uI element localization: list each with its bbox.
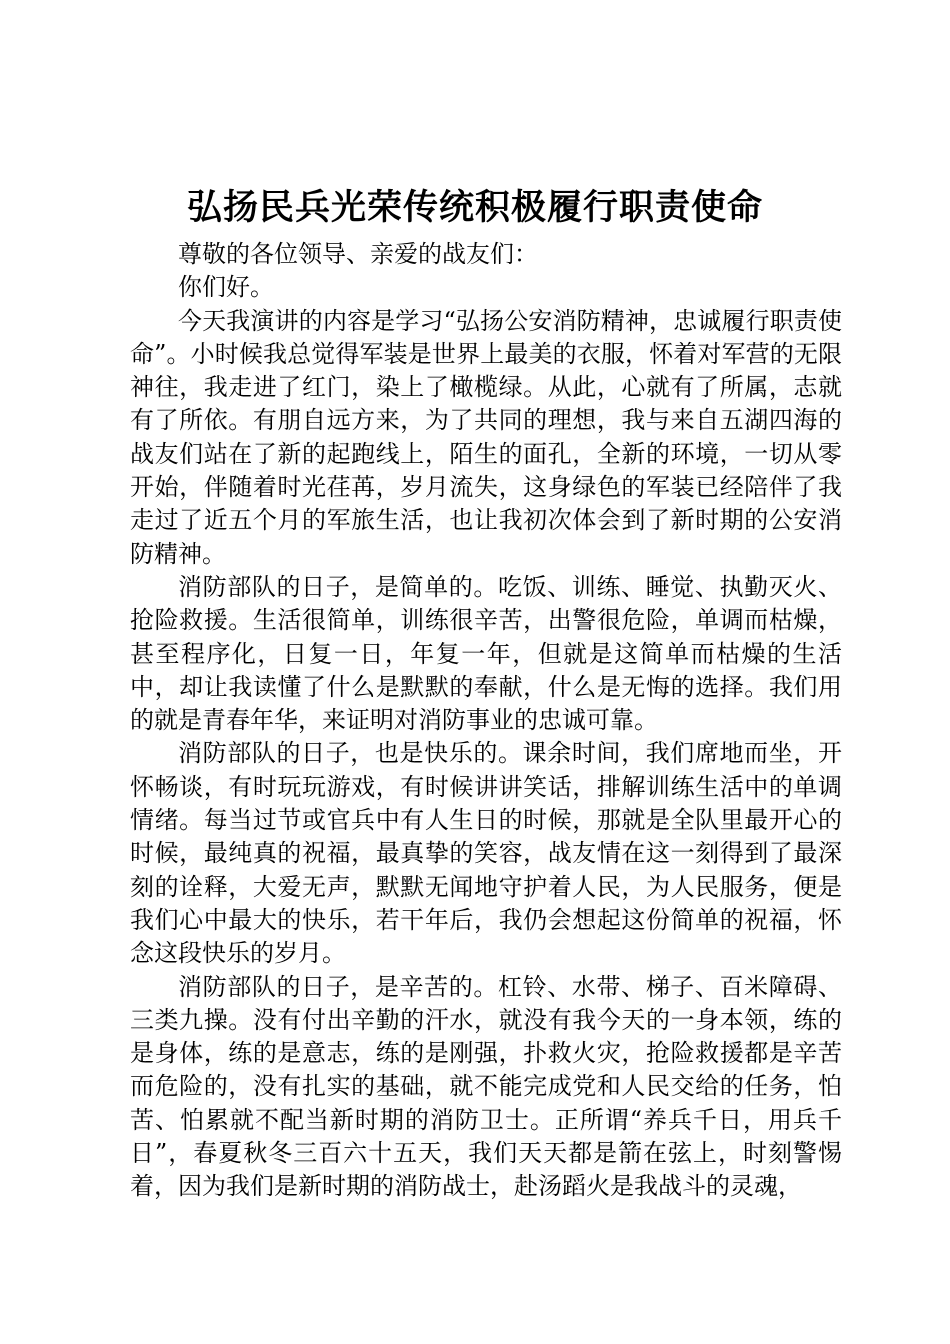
body-paragraph: 今天我演讲的内容是学习“弘扬公安消防精神，忠诚履行职责使命”。小时候我总觉得军装是世界上最美的衣服，怀着对军营的无限神往，我走进了红门，染上了橄榄绿。从此，心就有了所属，志就有了所依。有朋自远方来，为了共同的理想，我与来自五湖四海的战友们站在了新的起跑线上，陌生的面孔，全新的环境，一切从零开始，伴随着时光荏苒，岁月流失，这身绿色的军装已经陪伴了我走过了近五个月的军旅生活，也让我初次体会到了新时期的公安消防精神。 (130, 306, 842, 568)
greeting-paragraph: 你们好。 (178, 273, 274, 302)
document-body (130, 238, 842, 1204)
document-title: 弘扬民兵光荣传统积极履行职责使命 (186, 188, 763, 228)
salutation-paragraph: 尊敬的各位领导、亲爱的战友们： (178, 240, 538, 268)
body-paragraph: 消防部队的日子，也是快乐的。课余时间，我们席地而坐，开怀畅谈，有时玩玩游戏，有时候讲讲笑话，排解训练生活中的单调情绪。每当过节或官兵中有人生日的时候，那就是全队里最开心的时候，最纯真的祝福，最真挚的笑容，战友情在这一刻得到了最深刻的诠释，大爱无声，默默无闻地守护着人民，为人民服务，便是我们心中最大的快乐，若干年后，我仍会想起这份简单的祝福，怀念这段快乐的岁月。 (130, 739, 842, 968)
body-paragraph: 消防部队的日子，是辛苦的。杠铃、水带、梯子、百米障碍、三类九操。没有付出辛勤的汗水，就没有我今天的一身本领，练的是身体，练的是意志，练的是刚强，扑救火灾，抢险救援都是辛苦而危险的，没有扎实的基础，就不能完成党和人民交给的任务，怕苦、怕累就不配当新时期的消防卫士。正所谓“养兵千日，用兵千日”，春夏秋冬三百六十五天，我们天天都是箭在弦上，时刻警惕着，因为我们是新时期的消防战士，赴汤蹈火是我战斗的灵魂， (130, 972, 842, 1201)
body-paragraph: 消防部队的日子，是简单的。吃饭、训练、睡觉、执勤灭火、抢险救援。生活很简单，训练很辛苦，出警很危险，单调而枯燥，甚至程序化，日复一日，年复一年，但就是这简单而枯燥的生活中，却让我读懂了什么是默默的奉献，什么是无悔的选择。我们用的就是青春年华，来证明对消防事业的忠诚可靠。 (130, 572, 842, 735)
